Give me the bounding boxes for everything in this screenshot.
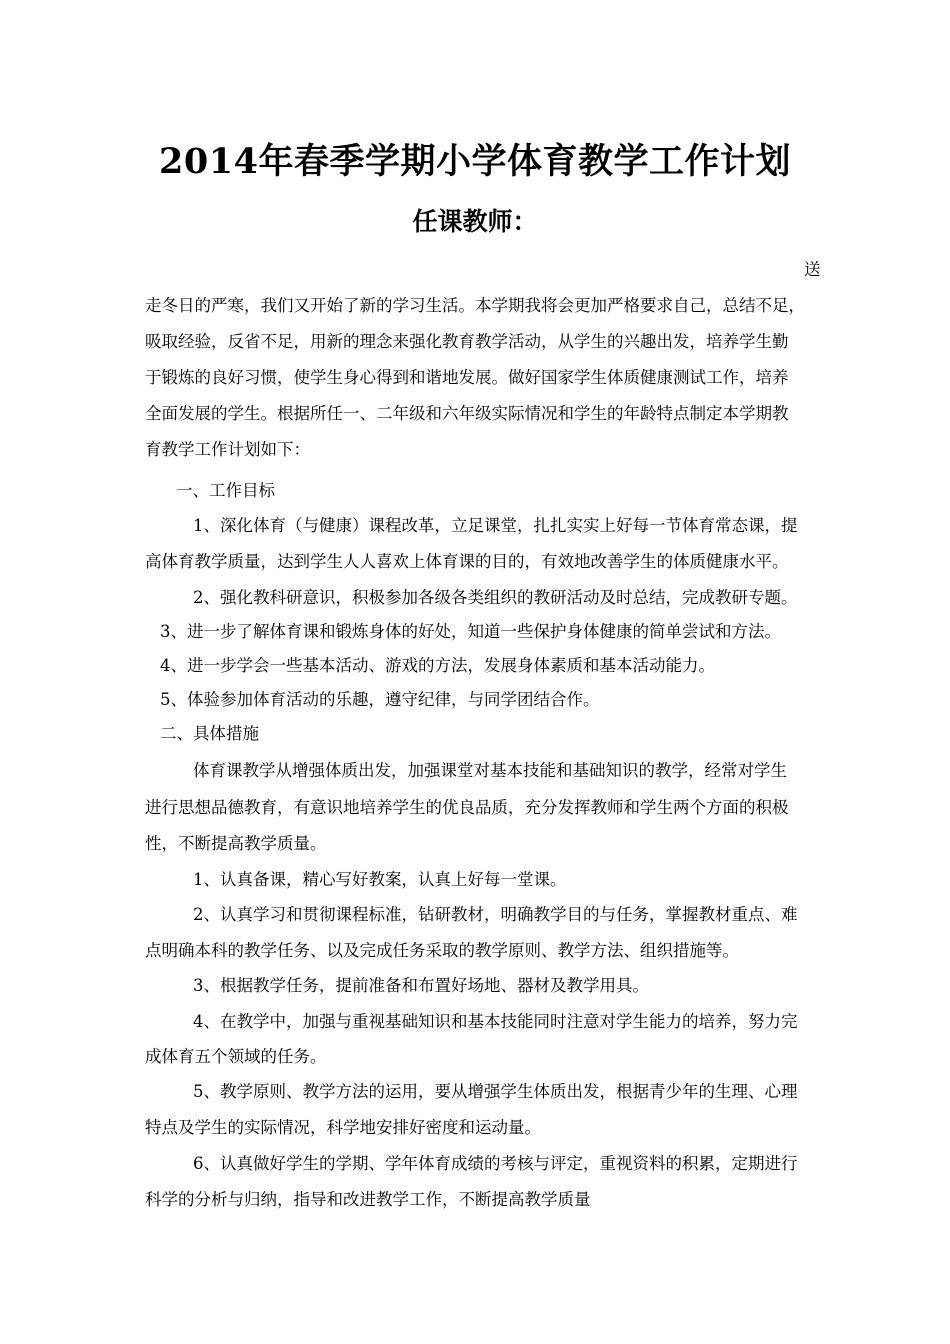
measure-item: 6、认真做好学生的学期、学年体育成绩的考核与评定，重视资料的积累，定期进行	[193, 1154, 798, 1173]
document-title: 2014年春季学期小学体育教学工作计划	[159, 141, 791, 182]
intro-first-char: 送	[804, 260, 821, 279]
measure-item: 成体育五个领域的任务。	[145, 1047, 327, 1066]
measure-item: 特点及学生的实际情况，科学地安排好密度和运动量。	[145, 1118, 541, 1137]
section-heading: 二、具体措施	[160, 724, 259, 743]
goal-item: 2、强化教科研意识，积极参加各级各类组织的教研活动及时总结，完成教研专题。	[193, 588, 798, 607]
measure-item: 5、教学原则、教学方法的运用，要从增强学生体质出发，根据青少年的生理、心理	[193, 1082, 798, 1101]
teacher-label: 任课教师：	[412, 207, 538, 236]
intro-line: 走冬日的严寒，我们又开始了新的学习生活。本学期我将会更加严格要求自己，总结不足，	[145, 296, 805, 315]
goal-item: 高体育教学质量，达到学生人人喜欢上体育课的目的，有效地改善学生的体质健康水平。	[145, 552, 789, 571]
intro-line: 吸取经验，反省不足，用新的理念来强化教育教学活动，从学生的兴趣出发，培养学生勤	[145, 332, 789, 351]
measure-item: 3、根据教学任务，提前准备和布置好场地、器材及教学用具。	[193, 976, 649, 995]
measure-paragraph: 性，不断提高教学质量。	[145, 834, 327, 853]
measure-item: 点明确本科的教学任务、以及完成任务采取的教学原则、教学方法、组织措施等。	[145, 941, 739, 960]
goal-item: 4、进一步学会一些基本活动、游戏的方法，发展身体素质和基本活动能力。	[160, 656, 715, 675]
measure-paragraph: 体育课教学从增强体质出发，加强课堂对基本技能和基础知识的教学，经常对学生	[193, 761, 787, 780]
measure-item: 1、认真备课，精心写好教案，认真上好每一堂课。	[193, 870, 567, 889]
goal-item: 1、深化体育（与健康）课程改革，立足课堂，扎扎实实上好每一节体育常态课，提	[193, 516, 798, 535]
measure-item: 4、在教学中，加强与重视基础知识和基本技能同时注意对学生能力的培养，努力完	[193, 1012, 798, 1031]
measure-item: 科学的分析与归纳，指导和改进教学工作，不断提高教学质量	[145, 1190, 591, 1209]
measure-paragraph: 进行思想品德教育，有意识地培养学生的优良品质，充分发挥教师和学生两个方面的积极	[145, 798, 789, 817]
section-heading: 一、工作目标	[176, 481, 275, 500]
goal-item: 5、体验参加体育活动的乐趣，遵守纪律，与同学团结合作。	[160, 690, 600, 709]
intro-line: 育教学工作计划如下：	[145, 440, 310, 459]
intro-line: 于锻炼的良好习惯，使学生身心得到和谐地发展。做好国家学生体质健康测试工作，培养	[145, 368, 789, 387]
goal-item: 3、进一步了解体育课和锻炼身体的好处，知道一些保护身体健康的简单尝试和方法。	[160, 622, 781, 641]
intro-line: 全面发展的学生。根据所任一、二年级和六年级实际情况和学生的年龄特点制定本学期教	[145, 404, 789, 423]
measure-item: 2、认真学习和贯彻课程标准，钻研教材，明确教学目的与任务，掌握教材重点、难	[193, 905, 798, 924]
